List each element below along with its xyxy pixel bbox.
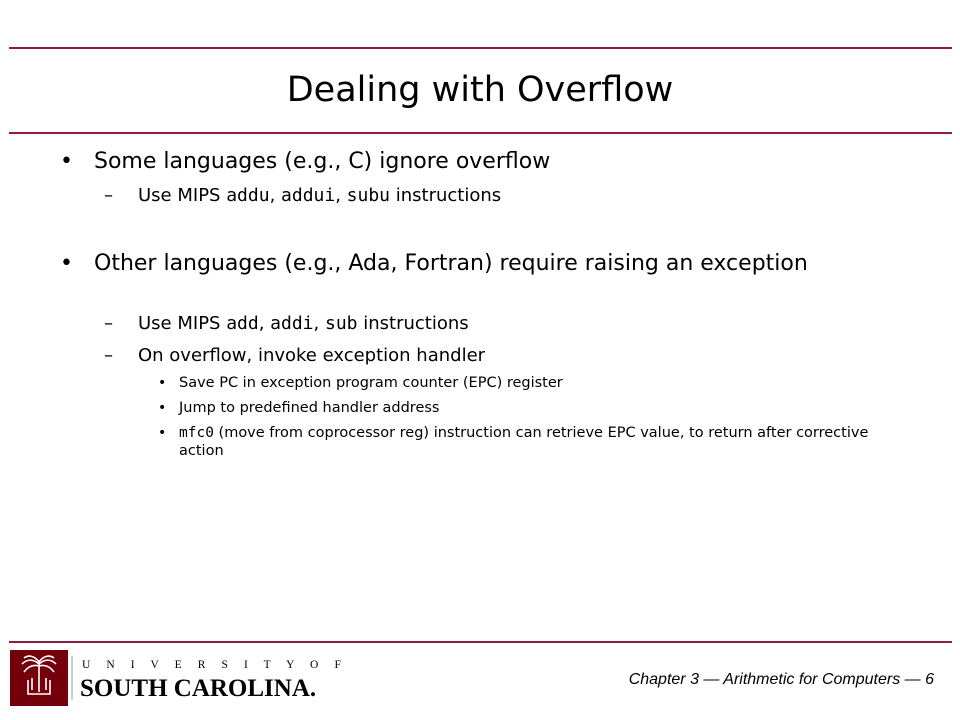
dash-icon: – xyxy=(104,185,113,206)
bullet-2 xyxy=(60,251,874,277)
slide-footer: Chapter 3 — Arithmetic for Computers — 6 xyxy=(628,671,934,688)
sub-text: Use MIPS xyxy=(138,313,227,334)
bullet-1-sub xyxy=(104,185,502,207)
sub-sep: , xyxy=(258,313,271,334)
logo-bottom-text: SOUTH CAROLINA. xyxy=(80,675,317,702)
bullet-icon: • xyxy=(158,400,167,416)
code-addui: addui xyxy=(281,185,336,206)
university-logo xyxy=(10,650,348,706)
dash-icon: – xyxy=(104,313,113,334)
sub-text: instructions xyxy=(357,313,469,334)
code-addi: addi xyxy=(270,313,314,334)
bullet-1-text: Some languages (e.g., C) ignore overflow xyxy=(94,149,551,174)
sub-text: instructions xyxy=(390,185,502,206)
sub-text: Use MIPS xyxy=(138,185,227,206)
bullet-2-text: Other languages (e.g., Ada, Fortran) require raising an exception xyxy=(94,251,808,276)
bullet-2-sub-1 xyxy=(104,313,469,335)
code-add: add xyxy=(226,313,259,334)
dash-icon: – xyxy=(104,345,113,366)
code-addu: addu xyxy=(226,185,270,206)
footer-divider xyxy=(9,641,952,643)
slide-title: Dealing with Overflow xyxy=(286,70,674,110)
usc-logo-icon xyxy=(10,650,348,706)
bullet-2-sub-2 xyxy=(104,345,486,367)
sub-text: On overflow, invoke exception handler xyxy=(138,345,486,366)
bullet-icon: • xyxy=(158,425,167,441)
sub-item-text: Save PC in exception program counter (EPC) register xyxy=(179,375,563,391)
sub-sep: , xyxy=(269,185,282,206)
bullet-icon: • xyxy=(158,375,167,391)
title-divider xyxy=(9,132,952,134)
sub-item-1 xyxy=(158,374,899,392)
bullet-icon: • xyxy=(60,251,73,276)
sub-item-3 xyxy=(158,424,899,460)
top-divider xyxy=(9,47,952,49)
bullet-icon: • xyxy=(60,149,73,174)
code-sub: sub xyxy=(324,313,358,334)
code-mfc0: mfc0 xyxy=(179,425,214,441)
sub-item-2 xyxy=(158,399,899,417)
sub-item-text: Jump to predefined handler address xyxy=(179,400,440,416)
sub-sep: , xyxy=(313,313,325,334)
code-subu: subu xyxy=(346,185,391,206)
logo-top-text: U N I V E R S I T Y O F xyxy=(82,659,348,671)
sub-sep: , xyxy=(335,185,347,206)
sub-item-text: (move from coprocessor reg) instruction can retrieve EPC value, to return after corrective action xyxy=(179,425,869,459)
bullet-1 xyxy=(60,149,874,175)
